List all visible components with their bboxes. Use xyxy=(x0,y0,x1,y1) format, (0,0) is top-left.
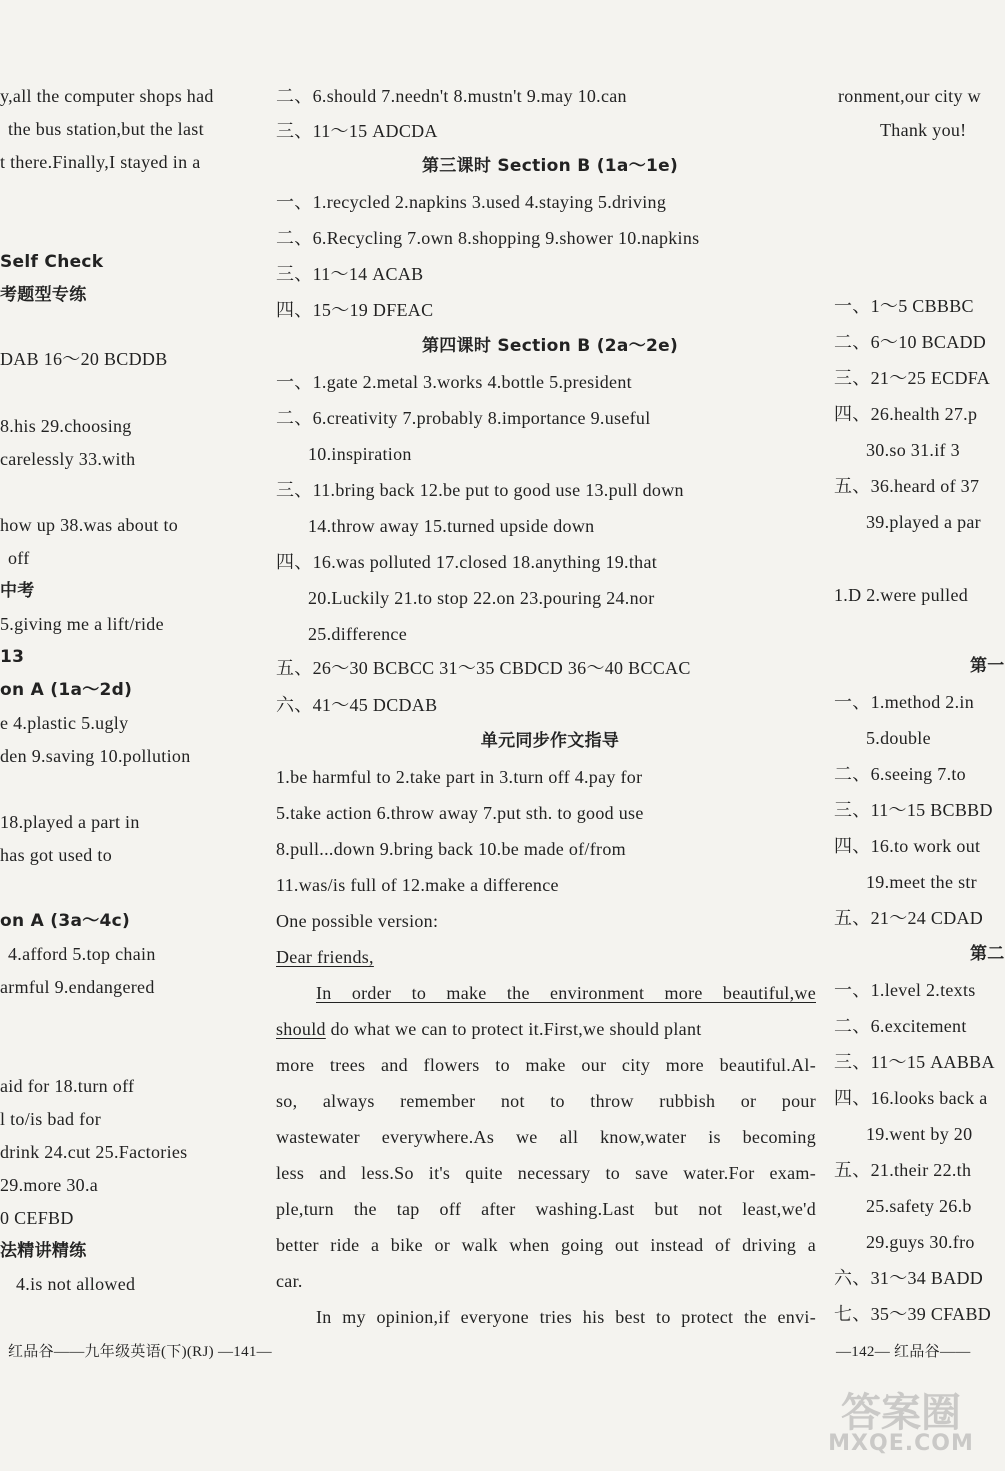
answer-line: 四、15～19 DFEAC xyxy=(276,300,434,320)
right-line: 二、6～10 BCADD xyxy=(834,332,987,352)
right-heading: 第一 xyxy=(970,656,1005,676)
left-line: 0 CEFBD xyxy=(0,1208,74,1228)
answer-line: 二、6.creativity 7.probably 8.importance 9.useful xyxy=(276,408,651,428)
essay-line: more trees and flowers to make our city more beautiful.Al- xyxy=(276,1055,816,1075)
left-line: e 4.plastic 5.ugly xyxy=(0,713,129,733)
section-heading: 单元同步作文指导 xyxy=(480,731,620,751)
right-line: 39.played a par xyxy=(866,512,981,532)
answer-line: 1.be harmful to 2.take part in 3.turn off 4.pay for xyxy=(276,767,643,787)
left-line: carelessly 33.with xyxy=(0,449,136,469)
left-line: 29.more 30.a xyxy=(0,1175,99,1195)
answer-line: 一、1.gate 2.metal 3.works 4.bottle 5.president xyxy=(276,372,632,392)
essay-line: less and less.So it's quite necessary to save water.For exam- xyxy=(276,1163,816,1183)
left-line: off xyxy=(8,548,30,568)
answer-line: 三、11～14 ACAB xyxy=(276,264,424,284)
right-line: 四、16.to work out xyxy=(834,836,981,856)
essay-line: In order to make the environment more beautiful,we xyxy=(316,983,816,1003)
essay-line: In my opinion,if everyone tries his best to protect the envi- xyxy=(316,1307,816,1327)
answer-line: 二、6.should 7.needn't 8.mustn't 9.may 10.can xyxy=(276,86,627,106)
right-line: 25.safety 26.b xyxy=(866,1196,972,1216)
right-line: 19.went by 20 xyxy=(866,1124,973,1144)
watermark-logo xyxy=(816,1381,986,1461)
right-line: 29.guys 30.fro xyxy=(866,1232,975,1252)
answer-line: 5.take action 6.throw away 7.put sth. to good use xyxy=(276,803,644,823)
answer-line: 14.throw away 15.turned upside down xyxy=(308,516,595,536)
right-line: 1.D 2.were pulled xyxy=(834,585,969,605)
answer-line: 三、11.bring back 12.be put to good use 13.pull down xyxy=(276,480,684,500)
right-heading: 第二 xyxy=(970,944,1005,964)
right-line: 二、6.seeing 7.to xyxy=(834,764,966,784)
left-heading: 中考 xyxy=(0,581,35,601)
left-column xyxy=(0,0,272,1471)
right-line: 五、21～24 CDAD xyxy=(834,908,984,928)
essay-underlined-word: should xyxy=(276,1019,326,1039)
essay-line xyxy=(276,1017,816,1041)
right-line: 三、11～15 AABBA xyxy=(834,1052,995,1072)
left-line: 4.is not allowed xyxy=(16,1274,136,1294)
left-line: has got used to xyxy=(0,845,112,865)
answer-line: 三、11～15 ADCDA xyxy=(276,121,438,141)
right-line: 四、26.health 27.p xyxy=(834,404,978,424)
right-line: 五、36.heard of 37 xyxy=(834,476,980,496)
right-line: 七、35～39 CFABD xyxy=(834,1304,992,1324)
left-heading: on A (3a～4c) xyxy=(0,911,131,931)
section-heading: 第三课时 Section B (1a～1e) xyxy=(421,156,679,176)
right-line: 四、16.looks back a xyxy=(834,1088,988,1108)
right-line: 一、1.method 2.in xyxy=(834,692,974,712)
watermark-text: 答案圈 xyxy=(841,1390,961,1436)
left-line: DAB 16～20 BCDDB xyxy=(0,349,168,369)
essay-line-rest: do what we can to protect it.First,we should plant xyxy=(325,1019,702,1039)
right-line: 19.meet the str xyxy=(866,872,977,892)
right-line: 五、21.their 22.th xyxy=(834,1160,972,1180)
right-line: 一、1.level 2.texts xyxy=(834,980,976,1000)
right-line: 30.so 31.if 3 xyxy=(866,440,960,460)
essay-line: wastewater everywhere.As we all know,water is becoming xyxy=(276,1127,816,1147)
left-line: 8.his 29.choosing xyxy=(0,416,132,436)
essay-line: ple,turn the tap off after washing.Last but not least,we'd xyxy=(276,1199,816,1219)
answer-line: 五、26～30 BCBCC 31～35 CBDCD 36～40 BCCAC xyxy=(276,658,691,678)
right-line: 三、11～15 BCBBD xyxy=(834,800,993,820)
essay-greeting: Dear friends, xyxy=(276,947,374,967)
page-footer: —142— 红品谷—— xyxy=(836,1344,971,1360)
right-line: 六、31～34 BADD xyxy=(834,1268,984,1288)
answer-line: 25.difference xyxy=(308,624,408,644)
essay-line: better ride a bike or walk when going out instead of driving a xyxy=(276,1235,816,1255)
section-heading: 第四课时 Section B (2a～2e) xyxy=(421,336,679,356)
essay-intro: One possible version: xyxy=(276,911,439,931)
right-line: 二、6.excitement xyxy=(834,1016,967,1036)
left-line: 4.afford 5.top chain xyxy=(8,944,156,964)
left-line: armful 9.endangered xyxy=(0,977,155,997)
left-line: t there.Finally,I stayed in a xyxy=(0,152,201,172)
watermark-url: MXQE.COM xyxy=(828,1431,974,1456)
left-line: 13 xyxy=(0,647,25,667)
essay-line: so, always remember not to throw rubbish or pour xyxy=(276,1091,816,1111)
right-line: 一、1～5 CBBBC xyxy=(834,296,974,316)
answer-line: 20.Luckily 21.to stop 22.on 23.pouring 24.nor xyxy=(308,588,655,608)
left-line: l to/is bad for xyxy=(0,1109,101,1129)
left-heading: 法精讲精练 xyxy=(0,1241,87,1261)
answer-line: 六、41～45 DCDAB xyxy=(276,695,438,715)
left-line: aid for 18.turn off xyxy=(0,1076,135,1096)
answer-line: 四、16.was polluted 17.closed 18.anything 19.that xyxy=(276,552,658,572)
answer-line: 一、1.recycled 2.napkins 3.used 4.staying 5.driving xyxy=(276,192,667,212)
answer-line: 10.inspiration xyxy=(308,444,412,464)
left-line: drink 24.cut 25.Factories xyxy=(0,1142,188,1162)
left-line: 18.played a part in xyxy=(0,812,140,832)
essay-line: car. xyxy=(276,1271,303,1291)
answer-line: 8.pull...down 9.bring back 10.be made of/from xyxy=(276,839,626,859)
left-heading: 考题型专练 xyxy=(0,285,87,305)
left-line: the bus station,but the last xyxy=(8,119,204,139)
page-footer: 红品谷——九年级英语(下)(RJ) —141— xyxy=(8,1344,272,1360)
right-line: 5.double xyxy=(866,728,931,748)
middle-column xyxy=(276,0,824,1471)
right-line: Thank you! xyxy=(880,120,967,140)
left-line: how up 38.was about to xyxy=(0,515,179,535)
left-line: 5.giving me a lift/ride xyxy=(0,614,164,634)
answer-line: 11.was/is full of 12.make a difference xyxy=(276,875,559,895)
left-line: den 9.saving 10.pollution xyxy=(0,746,191,766)
answer-line: 二、6.Recycling 7.own 8.shopping 9.shower 10.napkins xyxy=(276,228,700,248)
right-line: ronment,our city w xyxy=(838,86,981,106)
left-line: y,all the computer shops had xyxy=(0,86,214,106)
right-column xyxy=(834,0,1005,1471)
left-heading: Self Check xyxy=(0,252,104,272)
left-heading: on A (1a～2d) xyxy=(0,680,133,700)
right-line: 三、21～25 ECDFA xyxy=(834,368,991,388)
